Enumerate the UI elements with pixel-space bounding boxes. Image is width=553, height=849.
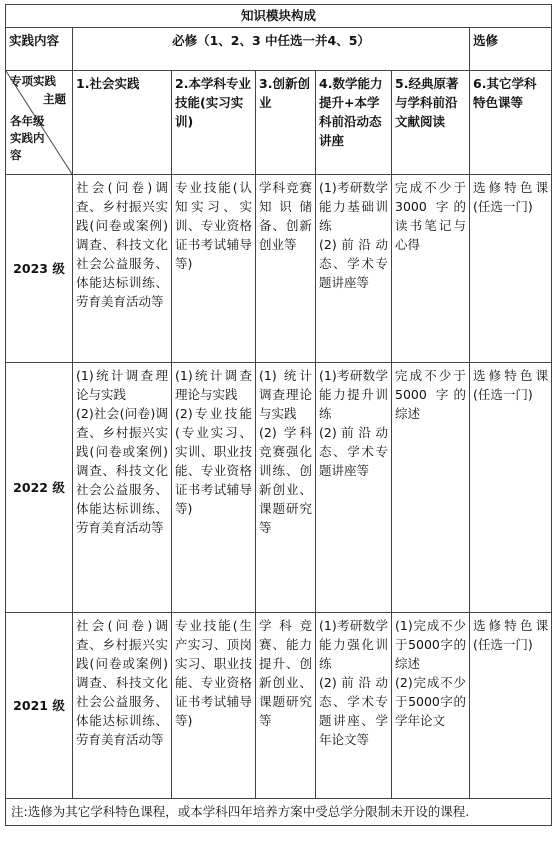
table-cell: (1)完成不少于5000字的综述 (2)完成不少于5000字的学年论文 [392,613,470,799]
grade-label: 2022 级 [6,363,73,613]
grade-label: 2021 级 [6,613,73,799]
table-cell: 完成不少于 5000 字的综述 [392,363,470,613]
table-cell: 学科竞赛知识储备、创新创业等 [256,175,316,363]
required-header: 必修（1、2、3 中任选一并4、5） [73,28,470,71]
table-cell: 专业技能(认知实习、实训、专业资格证书考试辅导等) [172,175,256,363]
table-cell: (1) 统计调查理论与实践 (2) 学科竞赛强化训练、创新创业、课题研究等 [256,363,316,613]
table-cell: 社会(问卷)调查、乡村振兴实践(问卷或案例)调查、科技文化社会公益服务、体能达标训练、劳育美育活动等 [73,175,172,363]
module-header-3: 3.创新创业 [256,71,316,175]
table-row [6,363,552,613]
table-cell: 专业技能(生产实习、顶岗实习、职业技能、专业资格证书考试辅导等) [172,613,256,799]
note-row [6,799,552,826]
title-row [6,5,552,28]
practice-content-header: 实践内容 [6,28,73,71]
module-header-1: 1.社会实践 [73,71,172,175]
grade-label: 2023 级 [6,175,73,363]
table-cell: 社会(问卷)调查、乡村振兴实践(问卷或案例)调查、科技文化社会公益服务、体能达标训练、劳育美育活动等 [73,613,172,799]
table-cell: 选修特色课(任选一门) [470,363,552,613]
table-cell: 选修特色课(任选一门) [470,613,552,799]
table-title: 知识模块构成 [6,5,552,28]
table-cell: 完成不少于 3000 字的读书笔记与心得 [392,175,470,363]
header-row [6,28,552,71]
module-row [6,71,552,175]
elective-header: 选修 [470,28,552,71]
table-cell: (1)考研数学能力提升训练 (2)前沿动态、学术专题讲座等 [316,363,392,613]
table-cell: (1)统计调查理论与实践 (2)社会(问卷)调查、乡村振兴实践(问卷或案例)调查、科技文化社会公益服务、体能达标训练、劳育美育活动等 [73,363,172,613]
module-header-4: 4.数学能力提升+本学科前沿动态讲座 [316,71,392,175]
module-header-2: 2.本学科专业技能(实习实训) [172,71,256,175]
knowledge-module-table [5,4,552,826]
table-cell: (1)考研数学能力基础训练 (2)前沿动态、学术专题讲座等 [316,175,392,363]
module-header-6: 6.其它学科特色课等 [470,71,552,175]
table-cell: (1)考研数学能力强化训练 (2)前沿动态、学术专题讲座、学年论文等 [316,613,392,799]
diag-label-top: 专项实践 [10,74,56,88]
table-row [6,613,552,799]
diag-label-bottom: 各年级实践内容 [10,114,45,162]
diag-label-right: 主题 [43,92,66,106]
table-cell: 学科竞赛、能力提升、创新创业、课题研究等 [256,613,316,799]
table-cell: 选修特色课(任选一门) [470,175,552,363]
table-cell: (1)统计调查理论与实践 (2)专业技能(专业实习、实训、职业技能、专业资格证书考试辅导等) [172,363,256,613]
table-note: 注:选修为其它学科特色课程，或本学科四年培养方案中受总学分限制未开设的课程. [6,799,552,826]
table-row [6,175,552,363]
module-header-5: 5.经典原著与学科前沿文献阅读 [392,71,470,175]
diagonal-header-cell [6,71,73,175]
